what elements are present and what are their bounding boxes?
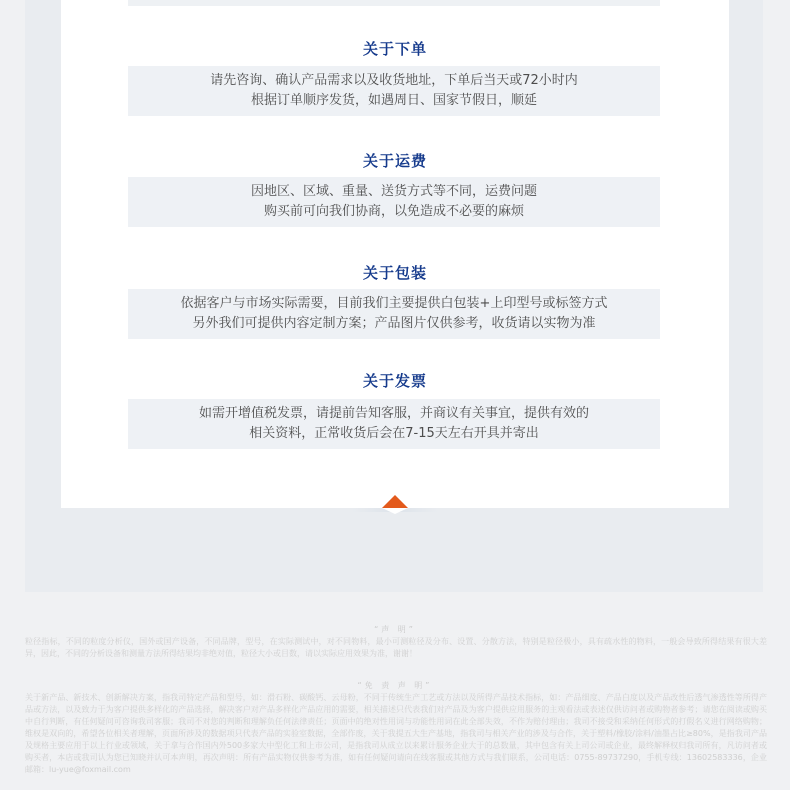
section-line: 相关资料，正常收货后会在7-15天左右开具并寄出 (249, 426, 539, 441)
section-box-order (128, 66, 660, 116)
section-line: 依据客户与市场实际需要，目前我们主要提供白包装+上印型号或标签方式 (180, 296, 608, 311)
section-box-invoice (128, 399, 660, 449)
section-line: 因地区、区域、重量、送货方式等不同，运费问题 (250, 184, 537, 199)
section-line: 购买前可向我们协商，以免造成不必要的麻烦 (263, 204, 524, 219)
previous-section-box-edge (128, 0, 660, 6)
declaration-title: “声 明” (374, 625, 416, 634)
section-title-shipping: 关于运费 (362, 152, 427, 170)
section-title-invoice: 关于发票 (362, 372, 427, 390)
section-box-shipping (128, 177, 660, 227)
section-box-packaging (128, 289, 660, 339)
declaration-text: 粒径指标，不同的粒度分析仪，国外或国产设备，不同品牌，型号，在实际测试中，对不同物料，最小可测粒径及分布、设置、分散方法，特别是粒径极小，具有疏水性的物料，一般会导致所得结果有很大差异，因此，不同的分析设备和测量方法所得结果均非绝对值，粒径大小或目数，请以实际应用效果为准，谢谢！ (25, 637, 767, 658)
back-to-top-arrow-icon[interactable] (352, 490, 438, 526)
section-title-order: 关于下单 (362, 40, 427, 58)
section-line: 如需开增值税发票，请提前告知客服，并商议有关事宜，提供有效的 (198, 406, 589, 421)
section-line: 根据订单顺序发货，如遇周日、国家节假日，顺延 (250, 93, 537, 108)
section-title-packaging: 关于包装 (362, 264, 427, 282)
section-line: 另外我们可提供内容定制方案；产品图片仅供参考，收货请以实物为准 (192, 316, 596, 331)
disclaimer-title: “免 责 声 明” (357, 681, 433, 690)
section-line: 请先咨询、确认产品需求以及收货地址，下单后当天或72小时内 (210, 73, 578, 88)
disclaimer-text: 关于新产品、新技术、创新解决方案，指我司特定产品和型号，如：滑石粉、碳酸钙、云母粉，不同于传统生产工艺或方法以及所得产品技术指标，如：产品细度、产品白度以及产品改性后透气渗透性等所得产品或方法，以及致力于为客户提供多样化的产品选择，解决客户对产品多样化产品应用的需要，相关描述只代表我们对产品及为客户提供应用服务的主观看法或表述仅供访问者或购物者参考；请您在阅读或购买中自行判断，有任何疑问可咨询我司客服；我司不对您的判断和理解负任何法律责任；页面中的绝对性用词与功能性用词在此全部失效，不作为赔付理由；我司不接受和采纳任何形式的打假名义进行网络购物；维权是双向的，希望各位相关者理解，页面所涉及的数据项只代表产品的实验室数据，全部作废，关于我提五大生产基地，指我司与相关产业的涉及与合作，关于塑料/橡胶/涂料/油墨占比≥80%，是指我司产品及规格主要应用于以上行业或领域，关于拿与合作国内外500多家大中型化工和上市公司，是指我司从成立以来累计服务企业大于的总数量，其中包含有关上司公司或企业，最终解释权归我司所有，凡访问者或购买者，本店或我司认为您已知晓并认可本声明，再次声明：所有产品实物仅供参考为准，如有任何疑问请向在线客服或其他方式与我们联系，公司电话：0755-89737290，手机专线：13602583336，企业邮箱：lu-yue@foxmail.com (25, 693, 767, 774)
